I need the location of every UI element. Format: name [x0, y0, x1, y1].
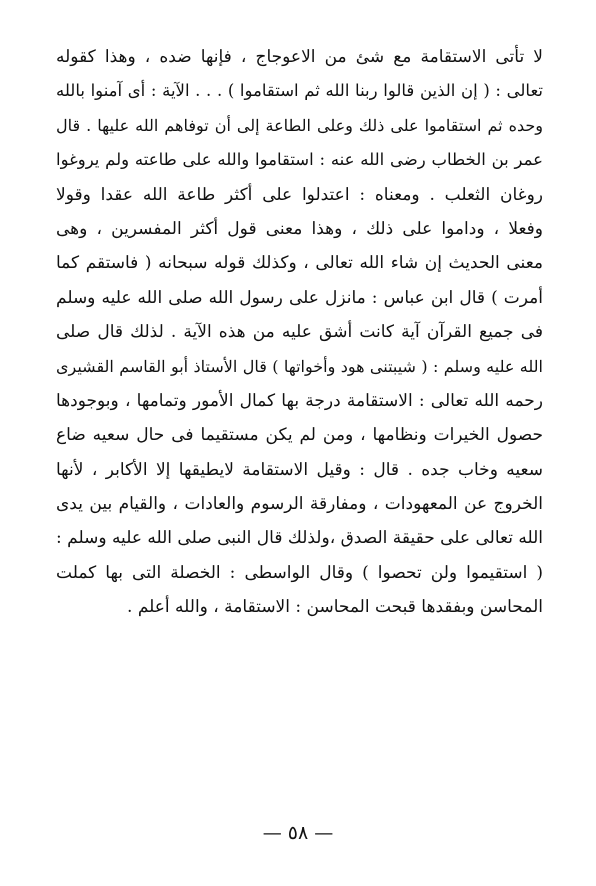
text-line-8: أمرت ) قال ابن عباس : مانزل على رسول الله صلى الله عليه وسلم: [56, 287, 543, 308]
text-line-9: فى جميع القرآن آية كانت أشق عليه من هذه الآية . لذلك قال صلى: [56, 322, 543, 343]
text-line-5: روغان الثعلب . ومعناه : اعتدلوا على أكثر طاعة الله عقدا وقولا: [56, 184, 543, 205]
page-number: — ٥٨ —: [262, 822, 334, 844]
text-line-10: الله عليه وسلم : ( شيبتنى هود وأخواتها ) قال الأستاذ أبو القاسم القشيرى: [56, 356, 543, 376]
text-line-15: الله تعالى على حقيقة الصدق ،ولذلك قال النبى صلى الله عليه وسلم :: [56, 528, 543, 549]
text-line-4: عمر بن الخطاب رضى الله عنه : استقاموا والله على طاعته ولم يروغوا: [56, 150, 543, 170]
text-line-11: رحمه الله تعالى : الاستقامة درجة بها كمال الأمور وتمامها ، وبوجودها: [56, 390, 543, 411]
text-line-17: المحاسن وبفقدها قبحت المحاسن : الاستقامة ، والله أعلم .: [127, 597, 543, 618]
text-line-16: ( استقيموا ولن تحصوا ) وقال الواسطى : الخصلة التى بها كملت: [56, 562, 543, 583]
text-line-12: حصول الخيرات ونظامها ، ومن لم يكن مستقيما فى حال سعيه ضاع: [56, 425, 543, 446]
text-line-7: معنى الحديث إن شاء الله تعالى ، وكذلك قوله سبحانه ( فاستقم كما: [56, 253, 543, 274]
text-line-2: تعالى : ( إن الذين قالوا ربنا الله ثم استقاموا ) . . . الآية : أى آمنوا بالله: [56, 81, 543, 101]
text-line-6: وفعلا ، وداموا على ذلك ، وهذا معنى قول أكثر المفسرين ، وهى: [56, 218, 543, 239]
text-line-13: سعيه وخاب جده . قال : وقيل الاستقامة لايطيقها إلا الأكابر ، لأنها: [56, 459, 543, 480]
text-line-14: الخروج عن المعهودات ، ومفارقة الرسوم والعادات ، والقيام بين يدى: [56, 494, 543, 515]
text-line-1: لا تأتى الاستقامة مع شئ من الاعوجاج ، فإنها ضده ، وهذا كقوله: [56, 47, 543, 67]
body-text: [56, 40, 543, 625]
text-line-3: وحده ثم استقاموا على ذلك وعلى الطاعة إلى أن توفاهم الله عليها . قال: [56, 115, 543, 135]
